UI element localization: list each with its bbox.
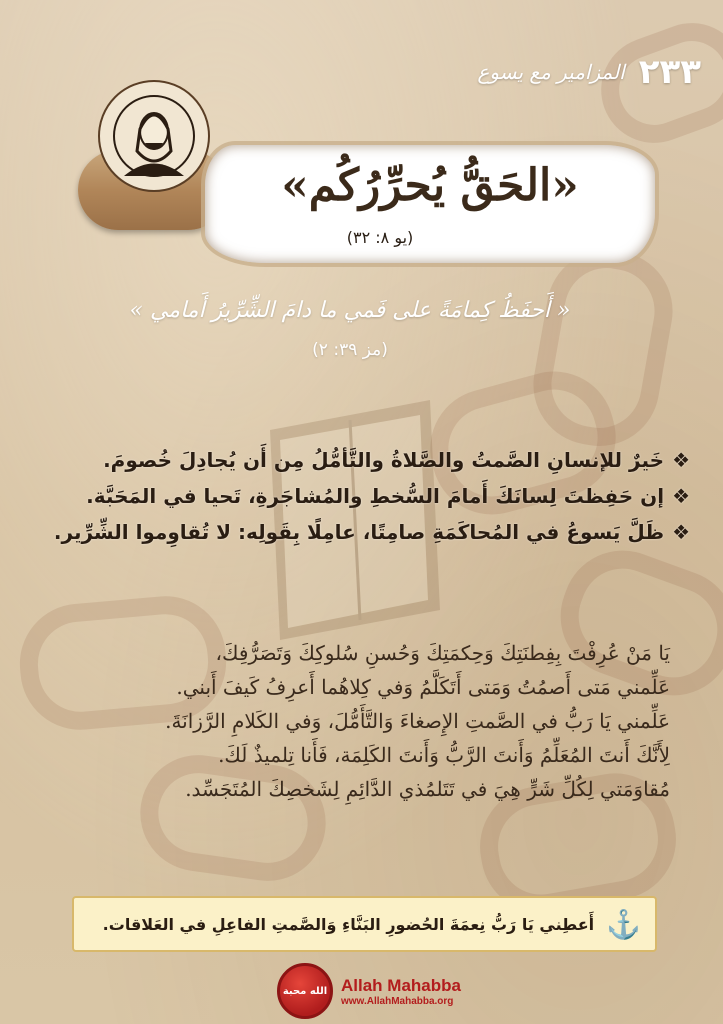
list-item bbox=[30, 484, 690, 508]
psalm-reference: (مز ٣٩: ٢) bbox=[312, 340, 388, 360]
website-link[interactable]: www.AllahMahabba.org bbox=[341, 995, 454, 1007]
page-number: ٢٣٣ bbox=[638, 52, 701, 92]
psalm-quote: « أَحفَظُ كِمامَةً على فَمي ما دامَ الشِّرِّيرُ أَمامي » bbox=[129, 298, 571, 323]
prayer-line: عَلِّمني مَتى أَصمُتُ وَمَتى أَتَكَلَّمُ وَفي كِلاهُما أَعرِفُ كَيفَ أَبني. bbox=[176, 675, 670, 699]
prayer-line: لِأَنَّكَ أَنتَ المُعَلِّمُ وَأَنتَ الرَّبُّ وَأَنتَ الكَلِمَة، فَأَنا تِلميذٌ لَكَ. bbox=[218, 743, 670, 767]
reflection-list bbox=[30, 448, 690, 556]
prayer-line: عَلِّمني يَا رَبُّ في الصَّمتِ الإِصغاءَ وَالتَّأَمُّلَ، وَفي الكَلامِ الرَّزانَةَ. bbox=[165, 709, 670, 733]
series-title: المزامير مع يسوع bbox=[477, 60, 625, 84]
allah-mahabba-logo bbox=[277, 963, 333, 1019]
list-item-text: خَيرٌ للإنسانِ الصَّمتُ والصَّلاةُ والتَّأمُّلُ مِن أَن يُجادِلَ خُصومَ. bbox=[103, 448, 665, 472]
prayer-line: يَا مَنْ عُرِفْتَ بِفِطنَتِكَ وَحِكمَتِكَ وَحُسنِ سُلوكِكَ وَتَصَرُّفِكَ، bbox=[215, 641, 670, 665]
prayer-line: مُقاوَمَتي لِكُلِّ شَرٍّ هِيَ في تَتَلمُذي الدَّائِمِ لِشَخصِكَ المُتَجَسِّد. bbox=[185, 777, 670, 801]
prayer-text bbox=[60, 636, 670, 806]
verse-title: «الحَقُّ يُحرِّرُكُم» bbox=[281, 160, 579, 211]
diamond-bullet-icon: ❖ bbox=[672, 448, 690, 472]
list-item-text: ظَلَّ يَسوعُ في المُحاكَمَةِ صامِتًا، عامِلًا بِقَولِه: لا تُقاوِموا الشِّرِّير. bbox=[53, 520, 665, 544]
page-header bbox=[477, 52, 701, 92]
list-item-text: إن حَفِظتَ لِسانَكَ أَمامَ السُّخطِ والمُشاجَرةِ، تَحيا في المَحَبَّة. bbox=[86, 484, 665, 508]
footer bbox=[277, 963, 461, 1019]
anchor-icon: ⚓ bbox=[606, 907, 641, 941]
brand-name: Allah Mahabba bbox=[341, 975, 461, 995]
list-item bbox=[30, 520, 690, 544]
diamond-bullet-icon: ❖ bbox=[672, 520, 690, 544]
resolution-text: أَعطِني يَا رَبُّ نِعمَةَ الحُضورِ البَنَّاءِ وَالصَّمتِ الفاعِلِ في العَلاقات. bbox=[102, 914, 595, 934]
jesus-icon bbox=[98, 80, 210, 192]
resolution-box bbox=[72, 896, 657, 952]
diamond-bullet-icon: ❖ bbox=[672, 484, 690, 508]
list-item bbox=[30, 448, 690, 472]
verse-reference: (يو ٨: ٣٢) bbox=[346, 228, 414, 247]
logo-text: الله محبة bbox=[282, 985, 328, 997]
